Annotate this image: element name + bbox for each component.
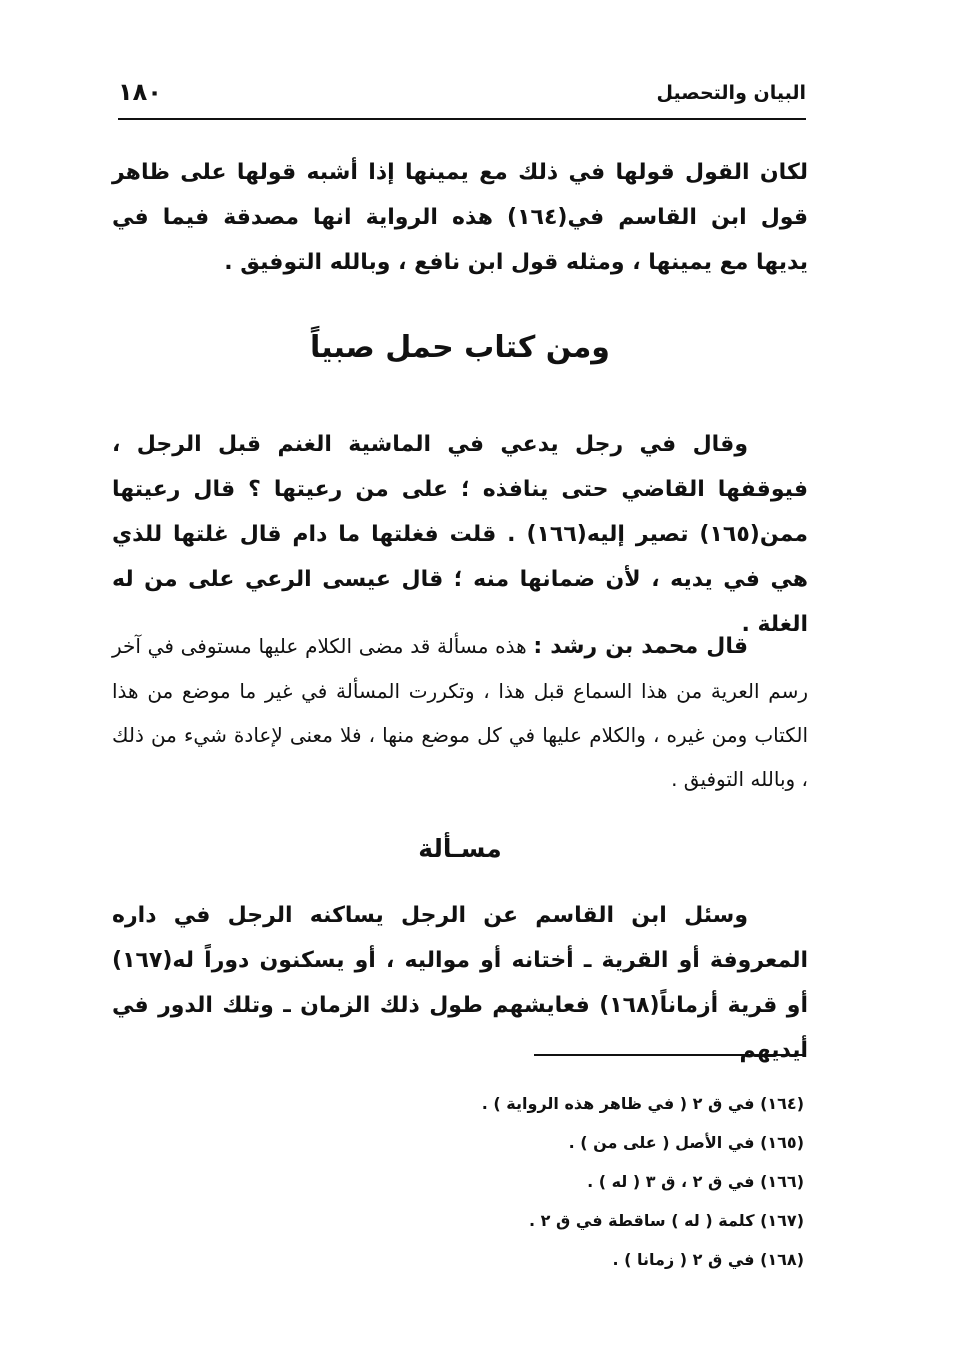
footnotes [360,1084,804,1279]
paragraph-masala: وسئل ابن القاسم عن الرجل يساكنه الرجل في داره المعروفة أو القرية ـ أختانه أو مواليه ، أو يسكنون دوراً له(١٦٧) أو قرية أزماناً(١٦٨) فعايشهم طول ذلك الزمان ـ وتلك الدور في أيديهم [112,903,808,1063]
chapter-heading: ومن كتاب حمل صبياً [310,330,610,365]
commentary-paragraph [112,624,808,801]
commentary-speaker: قال محمد بن رشد : [533,634,748,659]
section-heading: مسـألة [418,834,502,863]
page-number: ١٨٠ [118,78,162,106]
footnote-divider [534,1054,804,1056]
paragraph-question: وقال في رجل يدعي في الماشية الغنم قبل الرجل ، فيوقفها القاضي حتى ينافذه ؛ على من رعيتها ؟ قال رعيتها ممن(١٦٥) تصير إليه(١٦٦) . قلت فغلتها ما دام قال غلتها للذي هي في يديه ، لأن ضمانها منه ؛ قال عيسى الرعي على من له الغلة . [112,432,809,637]
page-header [118,78,806,120]
paragraph-continued: لكان القول قولها في ذلك مع يمينها إذا أشبه قولها على ظاهر قول ابن القاسم في(١٦٤) هذه الرواية انها مصدقة فيما في يديها مع يمينها ، ومثله قول ابن نافع ، وبالله التوفيق . [112,160,808,275]
commentary-text: هذه مسألة قد مضى الكلام عليها مستوفى في آخر رسم العرية من هذا السماع قبل هذا ، وتكررت المسألة في غير ما موضع من هذا الكتاب ومن غيره ، والكلام عليها في كل موضع منها ، فلا معنى لإعادة شيء من ذلك ، وبالله التوفيق . [112,634,808,791]
footnote-168: (١٦٨) في ق ٢ ( زمانا ) . [612,1250,804,1269]
running-title: البيان والتحصيل [656,82,806,104]
footnote-167: (١٦٧) كلمة ( له ) ساقطة في ق ٢ . [529,1211,804,1230]
footnote-165: (١٦٥) في الأصل ( على من ) . [568,1133,804,1152]
footnote-166: (١٦٦) في ق ٢ ، ق ٣ ( له ) . [587,1172,804,1191]
footnote-164: (١٦٤) في ق ٢ ( في ظاهر هذه الرواية ) . [481,1094,804,1113]
